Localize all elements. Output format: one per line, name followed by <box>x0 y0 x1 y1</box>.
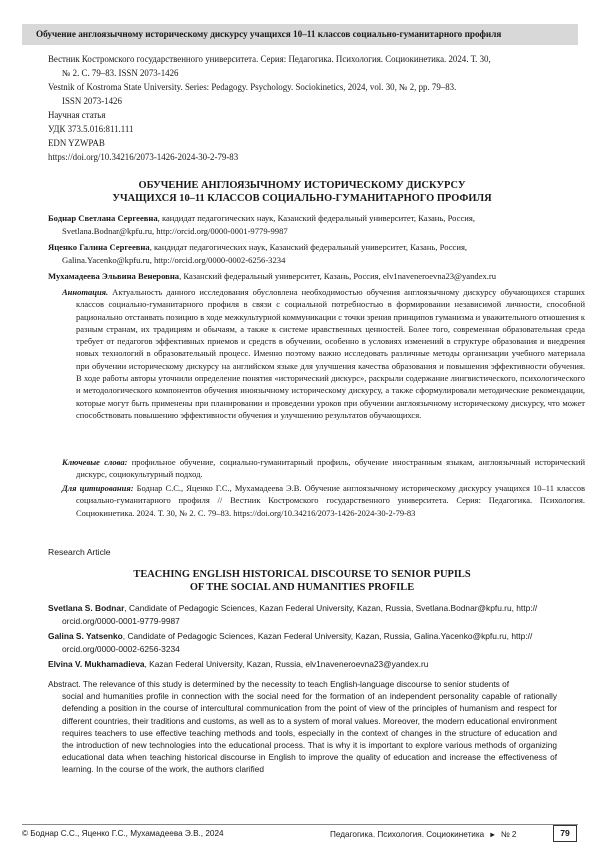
author-affiliation: , Kazan Federal University, Kazan, Russia, elv1naveneroevna23@yandex.ru <box>144 659 429 669</box>
author-contact: orcid.org/0000-0002-6256-3234 <box>62 643 180 654</box>
citation-ru <box>48 482 585 519</box>
author-name: Elvina V. Mukhamadieva <box>48 659 145 669</box>
annotation-text: Актуальность данного исследования обусловлена необходимостью обучения англоязычному дискурсу обучающихся старших классов социально-гуманитарного профиля в связи с социальной потребностью в формировании независимой личности, способной рационально отстаивать позицию в ходе межкультурной коммуникации с точки зрения принципов гуманизма и уважительного отношения к разным странам, их традициям и обычаям, а также к системе нравственных ценностей. Более того, современная образовательная среда требует от педагогов эффективных приемов и средств в обучении, особенно в условиях изменений в структуре образования и внедрения новых технологий в образовательный процесс. Именно поэтому важно исследовать различные методы организации учебного материала при обучении историческому дискурсу на английском языке для улучшения качества образования и повышения эффективности обучения. В ходе работы авторы уточнили определение понятия «исторический дискурс», раскрыли содержание лингвистического, психологического и методологического компонентов обучения иноязычному историческому дискурсу, а также сформулировали методические рекомендации, которые могут быть применены при планировании и проведении уроков при обучении англоязычному историческому дискурсу, что может способствовать повышению эффективности обучения и улучшению результатов обучающихся. <box>76 287 585 420</box>
authors-ru <box>48 212 556 286</box>
meta-line: № 2. С. 79–83. ISSN 2073-1426 <box>62 68 179 78</box>
page-number: 79 <box>553 825 577 842</box>
citation-label: Для цитирования: <box>62 483 134 493</box>
author-affiliation: , Казанский федеральный университет, Казань, Россия, elv1naveneroevna23@yandex.ru <box>179 271 497 281</box>
keywords-ru <box>48 456 585 481</box>
article-title-en <box>48 568 556 594</box>
meta-line: Vestnik of Kostroma State University. Series: Pedagogy. Psychology. Sociokinetics, 2024, vol. 30, № 2, pp. 79–83. <box>48 82 457 92</box>
author-name: Боднар Светлана Сергеевна <box>48 213 158 223</box>
footer-separator-icon: ▸ <box>490 830 495 839</box>
udc-code: УДК 373.5.016:811.111 <box>48 124 134 134</box>
footer-journal <box>330 829 516 839</box>
author-entry <box>48 241 556 267</box>
title-en-line: OF THE SOCIAL AND HUMANITIES PROFILE <box>189 582 415 593</box>
author-name: Svetlana S. Bodnar <box>48 603 125 613</box>
publication-metadata <box>48 52 568 164</box>
abstract-en <box>48 678 557 776</box>
author-entry <box>48 658 556 671</box>
author-affiliation: , Candidate of Pedagogic Sciences, Kazan Federal University, Kazan, Russia, Galina.Yacenko@kpfu.ru, http:// <box>122 631 533 641</box>
author-name: Мухамадеева Эльвина Венеровна <box>48 271 180 281</box>
footer-divider <box>22 824 578 825</box>
title-en-line: TEACHING ENGLISH HISTORICAL DISCOURSE TO SENIOR PUPILS <box>133 569 471 580</box>
abstract-en-text: social and humanities profile in connection with the social need for the formation of an independent personality capable of rationally defending a position in the course of intercultural communication from the point of view of the principles of humanism and respect for different countries, their traditions and customs, as well as to a system of moral values. Moreover, the modern educational environment requires teachers to use effective teaching methods and tools, especially in the context of changes in the structure of education and the introduction of new technologies into the educational process. That is why it is important to explore various methods of organizing educational data when teaching historical discourse in English to improve the quality of education and increase the effectiveness of learning. In the course of the work, the authors clarified <box>62 691 557 775</box>
author-affiliation: , кандидат педагогических наук, Казанский федеральный университет, Казань, Россия, <box>157 213 476 223</box>
title-ru-line: ОБУЧЕНИЕ АНГЛОЯЗЫЧНОМУ ИСТОРИЧЕСКОМУ ДИСКУРСУ <box>138 180 466 191</box>
author-contact: Svetlana.Bodnar@kpfu.ru, http://orcid.org/0000-0001-9779-9987 <box>62 226 288 236</box>
title-ru-line: УЧАЩИХСЯ 10–11 КЛАССОВ СОЦИАЛЬНО-ГУМАНИТАРНОГО ПРОФИЛЯ <box>112 193 492 204</box>
article-type-en: Research Article <box>48 547 111 557</box>
author-entry <box>48 602 556 627</box>
meta-line: ISSN 2073-1426 <box>62 96 122 106</box>
author-name: Яценко Галина Сергеевна <box>48 242 150 252</box>
author-contact: Galina.Yacenko@kpfu.ru, http://orcid.org/0000-0002-6256-3234 <box>62 255 286 265</box>
abstract-en-first-line: Abstract. The relevance of this study is determined by the necessity to teach English-language discourse to senior students of <box>48 679 510 689</box>
authors-en <box>48 602 556 674</box>
meta-line: Вестник Костромского государственного университета. Серия: Педагогика. Психология. Социокинетика. 2024. Т. 30, <box>48 54 491 64</box>
annotation-ru <box>48 286 585 421</box>
author-name: Galina S. Yatsenko <box>48 631 123 641</box>
running-header <box>22 24 578 45</box>
footer-issue: № 2 <box>500 830 517 839</box>
keywords-label: Ключевые слова: <box>62 457 128 467</box>
author-entry <box>48 630 556 655</box>
author-entry <box>48 270 556 283</box>
meta-line: Научная статья <box>48 110 106 120</box>
footer-journal-name: Педагогика. Психология. Социокинетика <box>330 830 485 839</box>
citation-text: Боднар С.С., Яценко Г.С., Мухамадеева Э.В. Обучение англоязычному историческому дискурсу учащихся 10–11 классов социально-гуманитарного профиля // Вестник Костромского государственного университета. Серия: Педагогика. Психология. Социокинетика. 2024. Т. 30, № 2. С. 79–83. https://doi.org/10.34216/2073-1426-2024-30-2-79-83 <box>76 483 585 518</box>
author-entry <box>48 212 556 238</box>
article-title-ru <box>48 179 556 205</box>
author-contact: orcid.org/0000-0001-9779-9987 <box>62 615 180 626</box>
keywords-text: профильное обучение, социально-гуманитарный профиль, обучение иностранным языкам, англоязычный исторический дискурс, социокультурный подход. <box>76 457 585 480</box>
author-affiliation: , Candidate of Pedagogic Sciences, Kazan Federal University, Kazan, Russia, Svetlana.Bodnar@kpfu.ru, http:// <box>124 603 538 613</box>
author-affiliation: , кандидат педагогических наук, Казанский федеральный университет, Казань, Россия, <box>149 242 468 252</box>
running-title: Обучение англоязычному историческому дискурсу учащихся 10–11 классов социально-гуманитарного профиля <box>36 29 502 39</box>
doi-link[interactable]: https://doi.org/10.34216/2073-1426-2024-30-2-79-83 <box>48 152 239 162</box>
footer-copyright: © Боднар С.С., Яценко Г.С., Мухамадеева Э.В., 2024 <box>22 829 224 838</box>
annotation-label: Аннотация. <box>62 287 109 297</box>
edn-code: EDN YZWPAB <box>48 138 105 148</box>
